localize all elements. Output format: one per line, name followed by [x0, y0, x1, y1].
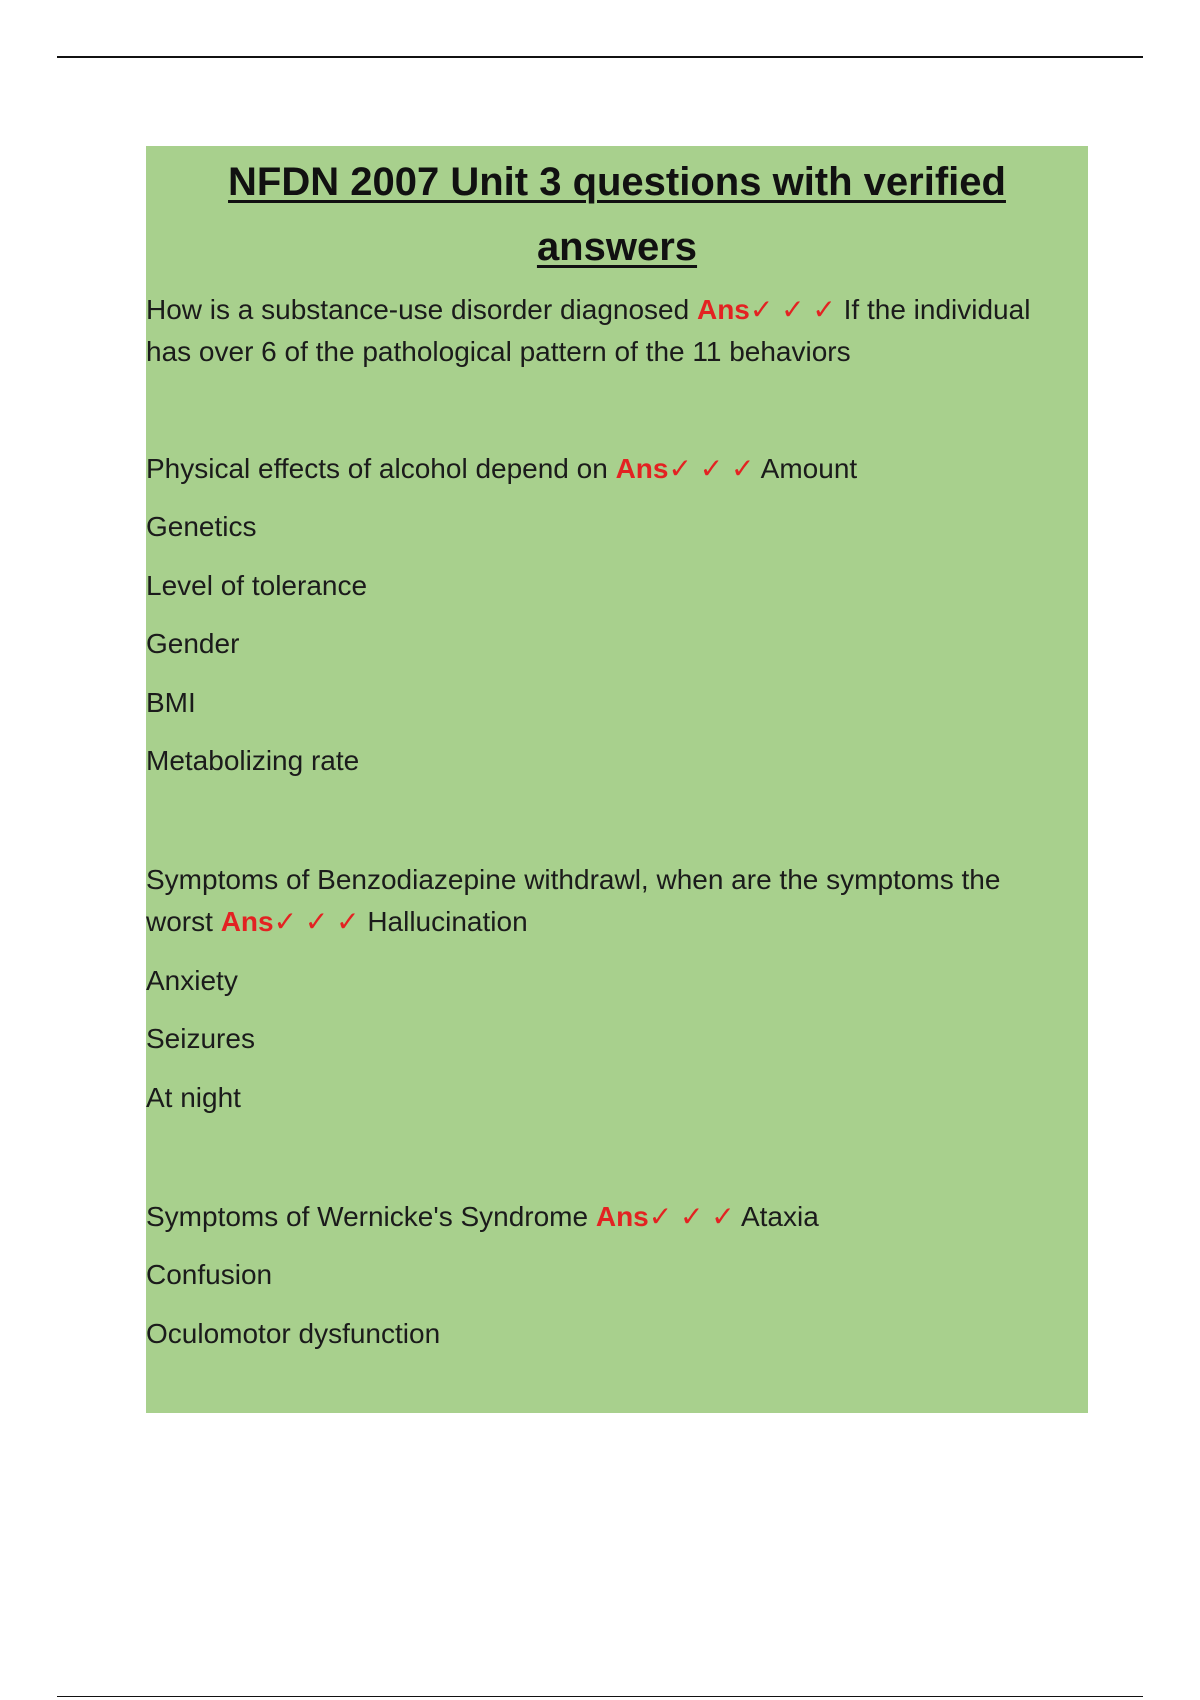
- q4-line-1: [146, 1196, 1088, 1238]
- q1-question-text: How is a substance-use disorder diagnosed: [146, 294, 697, 325]
- q2-item: Level of tolerance: [146, 570, 368, 601]
- document-title: [146, 150, 1088, 280]
- q4-checkmarks: ✓ ✓ ✓: [648, 1201, 735, 1232]
- q1-line-1: [146, 289, 1088, 331]
- title-line-1: NFDN 2007 Unit 3 questions with verified: [228, 160, 1006, 204]
- q2-ans-label: Ans: [615, 453, 669, 484]
- q3-item: Anxiety: [146, 965, 238, 996]
- document-panel: [146, 146, 1088, 1413]
- q2-item: BMI: [146, 687, 196, 718]
- q4-question-text: Symptoms of Wernicke's Syndrome: [146, 1201, 596, 1232]
- q4-item: Oculomotor dysfunction: [146, 1318, 441, 1349]
- q2-item: Gender: [146, 628, 240, 659]
- q3-item: At night: [146, 1082, 241, 1113]
- q2-item: Metabolizing rate: [146, 745, 360, 776]
- q2-question-text: Physical effects of alcohol depend on: [146, 453, 616, 484]
- q4-item: Confusion: [146, 1259, 273, 1290]
- q4-answer-text: Ataxia: [734, 1201, 819, 1232]
- q3-answer-text: Hallucination: [359, 906, 528, 937]
- q1-answer-text: If the individual: [835, 294, 1031, 325]
- title-line-2: answers: [536, 225, 698, 269]
- q2-line-1: [146, 448, 1088, 490]
- footer-rule: [57, 1696, 1143, 1697]
- q3-line-2: [146, 901, 1088, 943]
- q2-checkmarks: ✓ ✓ ✓: [668, 453, 755, 484]
- q3-ans-label: Ans: [220, 906, 274, 937]
- q1-checkmarks: ✓ ✓ ✓: [749, 294, 836, 325]
- q2-answer-text: Amount: [754, 453, 858, 484]
- q3-checkmarks: ✓ ✓ ✓: [273, 906, 360, 937]
- q4-ans-label: Ans: [595, 1201, 649, 1232]
- header-rule: [57, 56, 1143, 58]
- q1-ans-label: Ans: [696, 294, 750, 325]
- q1-line-2: has over 6 of the pathological pattern of the 11 behaviors: [146, 336, 851, 367]
- q3-question-text: worst: [146, 906, 221, 937]
- q3-line-1: Symptoms of Benzodiazepine withdrawl, when are the symptoms the: [146, 864, 1001, 895]
- q2-item: Genetics: [146, 511, 257, 542]
- q3-item: Seizures: [146, 1023, 255, 1054]
